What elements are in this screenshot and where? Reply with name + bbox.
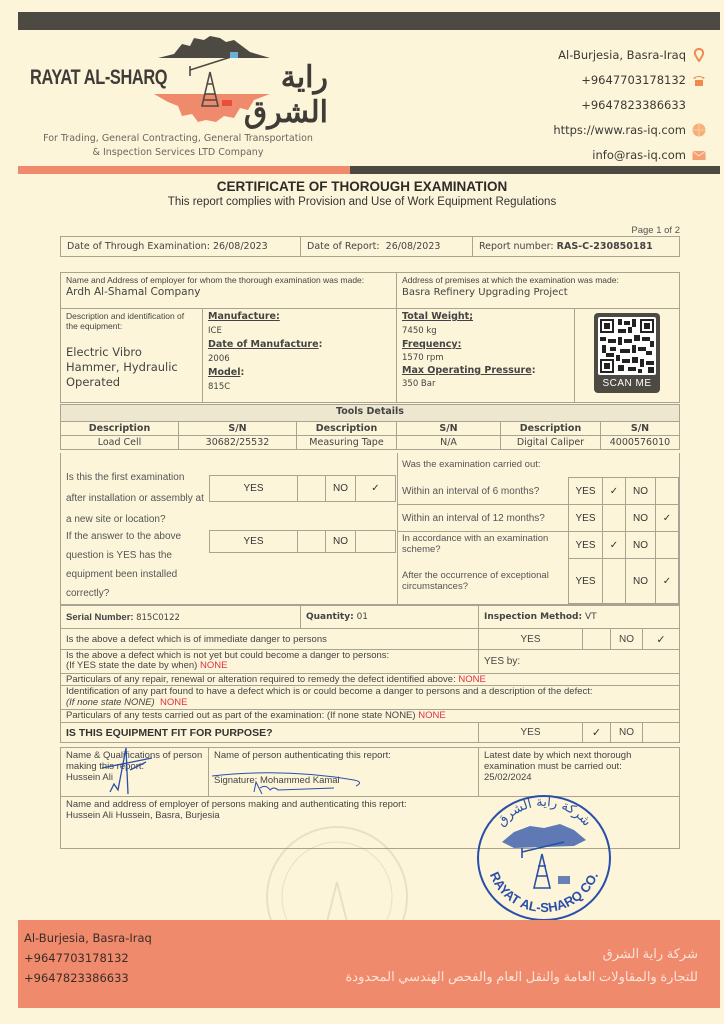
- header-top-bar: [18, 12, 720, 30]
- fit-for-purpose-question: IS THIS EQUIPMENT FIT FOR PURPOSE?: [61, 723, 479, 743]
- no-label: NO: [326, 476, 356, 502]
- tools-row: [61, 436, 680, 450]
- future-danger-hint-wrap: [66, 661, 473, 671]
- company-logo: [28, 36, 328, 158]
- dom-label-wrap: Date of Manufacture:: [208, 339, 323, 350]
- future-danger-value: NONE: [199, 660, 228, 671]
- contact-phone-2-text: +9647823386633: [581, 97, 686, 112]
- equipment-value: Electric Vibro Hammer, Hydraulic Operated: [66, 345, 178, 389]
- tools-col-header: Description: [61, 422, 179, 436]
- tools-details-table: [60, 404, 680, 450]
- blank-icon-spacer: [692, 98, 706, 112]
- next-exam-label: Latest date by which next thorough examination must be carried out:: [484, 750, 632, 772]
- maker-label: Name & Qualifications of person making this report:: [66, 750, 203, 772]
- immediate-danger-question: Is the above a defect which is of immediate danger to persons: [61, 629, 479, 650]
- company-tagline: [28, 132, 328, 160]
- serial-label: Serial Number:: [66, 611, 134, 623]
- interval-question: After the occurrence of exceptional circumstances?: [402, 570, 549, 592]
- dom-value: 2006: [208, 354, 230, 364]
- method-value: VT: [584, 612, 597, 622]
- next-exam-cell: [479, 748, 680, 797]
- interval-row: [569, 532, 679, 559]
- tests-question: Particulars of any tests carried out as part of the examination: (If none state NONE): [66, 710, 416, 721]
- specs-cell: [397, 309, 575, 403]
- tools-col-header: S/N: [601, 422, 680, 436]
- no-checkbox[interactable]: [643, 723, 680, 743]
- footer-address: Al-Burjesia, Basra-Iraq: [24, 931, 152, 945]
- equipment-desc-cell: [61, 309, 203, 403]
- employer-value: Ardh Al-Shamal Company: [66, 286, 201, 298]
- footer-phone-1: +9647703178132: [24, 951, 129, 965]
- method-cell: [479, 606, 680, 629]
- frequency-value: 1570 rpm: [402, 353, 444, 363]
- installed-correctly-answer: [209, 530, 396, 553]
- no-label: NO: [611, 629, 643, 650]
- qr-cell: [575, 309, 680, 403]
- no-label: NO: [626, 532, 656, 559]
- questions-block: [60, 453, 680, 605]
- inspection-details-table: [60, 605, 680, 743]
- pressure-value: 350 Bar: [402, 379, 436, 389]
- row-divider: [398, 531, 568, 532]
- employer-cell: [61, 273, 397, 309]
- pressure-label-wrap: Max Operating Pressure:: [402, 365, 536, 376]
- tests-value: NONE: [418, 710, 446, 721]
- exam-date-label: Date of Through Examination:: [67, 241, 210, 252]
- exam-date-cell: [61, 237, 301, 256]
- contact-address-text: Al-Burjesia, Basra-Iraq: [558, 47, 686, 62]
- stamp-english-text: RAYAT AL-SHARQ CO.: [486, 869, 602, 916]
- repair-cell: [61, 674, 680, 686]
- contact-phone-2: [553, 92, 706, 117]
- report-date-value: 26/08/2023: [385, 241, 441, 252]
- dom-label: Date of Manufacture: [208, 339, 319, 350]
- interval-row: [569, 505, 679, 532]
- yes-label: YES: [569, 559, 603, 604]
- qr-code[interactable]: [594, 313, 660, 393]
- tests-cell: [61, 710, 680, 723]
- identification-hint-wrap: [66, 697, 674, 708]
- report-date-label: Date of Report:: [307, 241, 380, 252]
- equipment-info-table: [60, 272, 680, 403]
- contact-phone-1: [553, 67, 706, 92]
- yes-checkbox[interactable]: [583, 629, 611, 650]
- footer-arabic-name: شركة راية الشرق: [602, 946, 698, 961]
- interval-answers: [568, 477, 679, 604]
- authenticator-signature-icon: [204, 770, 384, 800]
- interval-label: Was the examination carried out:: [402, 459, 541, 470]
- identification-cell: [61, 686, 680, 710]
- phone-icon: [692, 73, 706, 87]
- method-label: Inspection Method:: [484, 612, 583, 622]
- tagline-line-2: & Inspection Services LTD Company: [92, 147, 264, 158]
- tools-col-header: S/N: [179, 422, 297, 436]
- future-danger-cell: [61, 650, 479, 674]
- yes-label: YES: [210, 476, 298, 502]
- certificate-subtitle: This report complies with Provision and Use of Work Equipment Regulations: [167, 196, 557, 208]
- interval-question: Within an interval of 12 months?: [402, 513, 545, 524]
- exam-date-value: 26/08/2023: [212, 241, 268, 252]
- qr-code-icon: [598, 317, 656, 375]
- identification-value: NONE: [159, 697, 188, 708]
- report-number-cell: [473, 237, 679, 256]
- signoff-employer-label: Name and address of employer of persons making and authenticating this report:: [66, 799, 407, 810]
- question-first-exam: Is this the first examination after installation or assembly at a new site or location?: [66, 472, 204, 525]
- signoff-employer-value: Hussein Ali Hussein, Basra, Burjesia: [66, 810, 220, 821]
- first-exam-answer: [209, 475, 396, 502]
- report-number-value: RAS-C-230850181: [556, 241, 653, 252]
- contact-email: [553, 142, 706, 167]
- contact-address: [553, 42, 706, 67]
- maker-signature-icon: [92, 740, 162, 800]
- quantity-cell: [301, 606, 479, 629]
- weight-value: 7450 kg: [402, 326, 437, 336]
- model-label-wrap: Model:: [208, 367, 245, 378]
- tools-col-header: Description: [501, 422, 601, 436]
- company-name-en: RAYAT AL-SHARQ: [30, 66, 168, 89]
- no-label: NO: [326, 531, 356, 553]
- repair-question: Particulars of any repair, renewal or alteration required to remedy the defect identified above:: [66, 674, 456, 685]
- tool-serial: 4000576010: [601, 436, 680, 450]
- interval-row: [569, 559, 679, 604]
- no-label: NO: [626, 559, 656, 604]
- no-checkbox[interactable]: [356, 531, 396, 553]
- manufacture-cell: [203, 309, 397, 403]
- authenticator-signature: Signature: Mohammed Kamal: [214, 775, 340, 786]
- no-label: NO: [626, 478, 656, 505]
- no-checkbox[interactable]: ✓: [356, 476, 396, 502]
- report-number-label: Report number:: [479, 241, 554, 252]
- frequency-label: Frequency:: [402, 339, 462, 350]
- future-danger-hint: (If YES state the date by when): [66, 660, 198, 671]
- footer-arabic: [346, 942, 699, 988]
- tool-description: Load Cell: [61, 436, 179, 450]
- quantity-value: 01: [356, 612, 369, 622]
- report-dates-row: [60, 236, 680, 257]
- qr-pattern: [598, 317, 656, 375]
- premises-value: Basra Refinery Upgrading Project: [402, 287, 568, 298]
- tools-col-header: Description: [297, 422, 397, 436]
- premises-label: Address of premises at which the examination was made:: [402, 275, 619, 285]
- tool-description: Measuring Tape: [297, 436, 397, 450]
- footer-arabic-tagline: للتجارة والمقاولات العامة والنقل العام والفحص الهندسي المحدودة: [345, 969, 698, 984]
- interval-question: In accordance with an examination scheme?: [402, 533, 549, 555]
- mail-icon: [692, 148, 706, 162]
- contact-phone-1-text: +9647703178132: [581, 72, 686, 87]
- serial-value: 815C0122: [136, 612, 180, 623]
- report-date-cell: [301, 237, 473, 256]
- serial-cell: [61, 606, 301, 629]
- yes-label: YES: [569, 505, 603, 532]
- yes-by-cell: YES by:: [479, 650, 680, 674]
- no-checkbox[interactable]: ✓: [656, 559, 679, 604]
- yes-checkbox[interactable]: ✓: [603, 478, 626, 505]
- manufacture-value: ICE: [208, 326, 222, 336]
- tools-header-row: [61, 422, 680, 436]
- yes-checkbox[interactable]: [603, 559, 626, 604]
- header-contacts: [553, 42, 706, 167]
- questions-divider: [397, 453, 398, 604]
- tools-title: Tools Details: [61, 405, 680, 422]
- equipment-label: Description and identification of the equipment:: [66, 311, 185, 331]
- maker-name: Hussein Ali: [66, 772, 113, 783]
- authenticator-label: Name of person authenticating this report:: [214, 750, 391, 761]
- model-label: Model: [208, 367, 241, 378]
- yes-checkbox[interactable]: [298, 476, 326, 502]
- contact-website: [553, 117, 706, 142]
- tools-col-header: S/N: [397, 422, 501, 436]
- yes-checkbox[interactable]: ✓: [603, 532, 626, 559]
- globe-icon: [692, 123, 706, 137]
- no-checkbox[interactable]: [656, 532, 679, 559]
- header-divider-orange: [18, 166, 350, 174]
- certificate-title: CERTIFICATE OF THOROUGH EXAMINATION: [216, 179, 508, 194]
- no-checkbox[interactable]: ✓: [656, 505, 679, 532]
- yes-label: YES: [479, 723, 583, 743]
- employer-label: Name and Address of employer for whom the thorough examination was made:: [66, 275, 365, 285]
- company-name-ar: راية الشرق: [243, 61, 328, 129]
- quantity-label: Quantity:: [306, 612, 354, 622]
- tool-serial: N/A: [397, 436, 501, 450]
- yes-checkbox[interactable]: ✓: [583, 723, 611, 743]
- interval-row: [569, 478, 679, 505]
- company-stamp-icon: [474, 792, 614, 922]
- page-number: Page 1 of 2: [631, 225, 680, 236]
- next-exam-date: 25/02/2024: [484, 772, 532, 783]
- yes-checkbox[interactable]: [298, 531, 326, 553]
- row-divider: [398, 504, 568, 505]
- tool-serial: 30682/25532: [179, 436, 297, 450]
- no-checkbox[interactable]: [656, 478, 679, 505]
- interval-question: Within an interval of 6 months?: [402, 486, 540, 497]
- location-pin-icon: [692, 48, 706, 62]
- question-installed-correctly: If the answer to the above question is YES has the equipment been installed correctly?: [66, 531, 182, 599]
- weight-label: Total Weight;: [402, 311, 474, 322]
- yes-label: YES: [569, 532, 603, 559]
- no-checkbox[interactable]: ✓: [643, 629, 680, 650]
- stamp-arabic-text: شركة راية الشرق: [493, 794, 594, 830]
- yes-checkbox[interactable]: [603, 505, 626, 532]
- footer-contacts: [24, 928, 152, 988]
- website-link[interactable]: https://www.ras-iq.com: [553, 122, 686, 137]
- tagline-line-1: For Trading, General Contracting, General Transportation: [43, 133, 313, 144]
- email-link[interactable]: info@ras-iq.com: [592, 147, 686, 162]
- no-label: NO: [626, 505, 656, 532]
- model-value: 815C: [208, 382, 231, 392]
- yes-label: YES: [569, 478, 603, 505]
- footer-phone-2: +9647823386633: [24, 971, 129, 985]
- yes-label: YES: [210, 531, 298, 553]
- premises-cell: [397, 273, 680, 309]
- identification-question: Identification of any part found to have a defect which is or could become a danger to persons and a description of the defect:: [66, 686, 593, 697]
- no-label: NO: [611, 723, 643, 743]
- pressure-label: Max Operating Pressure: [402, 365, 532, 376]
- manufacture-label: Manufacture:: [208, 311, 280, 322]
- scan-me-label: SCAN ME: [602, 378, 652, 389]
- header-divider-dark: [350, 166, 720, 174]
- identification-hint: (If none state NONE): [66, 697, 155, 708]
- tool-description: Digital Caliper: [501, 436, 601, 450]
- repair-value: NONE: [458, 674, 486, 685]
- yes-label: YES: [479, 629, 583, 650]
- future-danger-question: Is the above a defect which is not yet but could become a danger to persons:: [66, 650, 390, 661]
